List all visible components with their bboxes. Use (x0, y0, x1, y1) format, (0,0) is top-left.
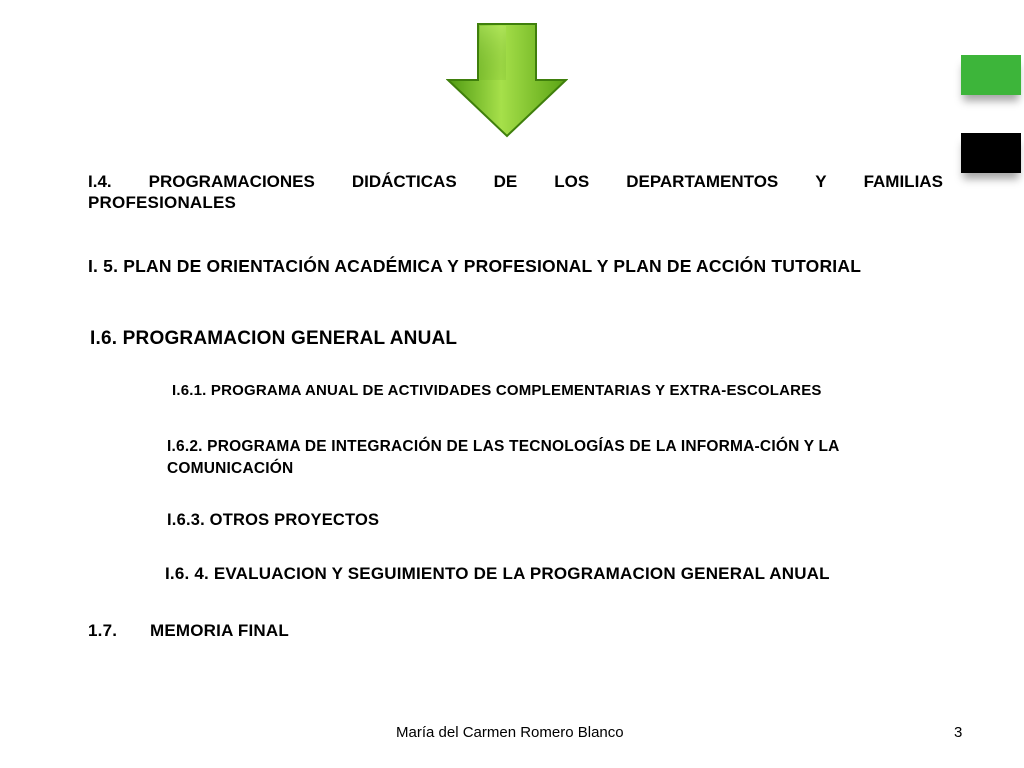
black-square-decoration (961, 133, 1021, 173)
item-i64: I.6. 4. EVALUACION Y SEGUIMIENTO DE LA PROGRAMACION GENERAL ANUAL (165, 564, 830, 583)
item-i4-word: FAMILIAS (863, 172, 943, 191)
item-i4-word: DIDÁCTICAS (351, 172, 457, 191)
item-17-number: 1.7. (88, 621, 118, 640)
item-i4-line1 (88, 172, 943, 192)
item-i4-word: DEPARTAMENTOS (626, 172, 779, 191)
item-i62-line1: I.6.2. PROGRAMA DE INTEGRACIÓN DE LAS TECNOLOGÍAS DE LA INFORMA-CIÓN Y LA (167, 438, 840, 455)
item-i4-line2: PROFESIONALES (88, 193, 237, 212)
item-i4-word: I.4. (88, 172, 112, 191)
down-arrow-icon (446, 22, 568, 138)
item-i62-line2: COMUNICACIÓN (167, 460, 294, 477)
item-i4-word: LOS (554, 172, 590, 191)
item-i61: I.6.1. PROGRAMA ANUAL DE ACTIVIDADES COMPLEMENTARIAS Y EXTRA-ESCOLARES (172, 382, 822, 399)
green-square-decoration (961, 55, 1021, 95)
item-i63: I.6.3. OTROS PROYECTOS (167, 511, 380, 529)
item-i4-word: DE (493, 172, 518, 191)
footer-author: María del Carmen Romero Blanco (396, 724, 624, 741)
item-i5: I. 5. PLAN DE ORIENTACIÓN ACADÉMICA Y PROFESIONAL Y PLAN DE ACCIÓN TUTORIAL (88, 256, 862, 276)
item-i4-word: Y (815, 172, 827, 191)
item-i4-word: PROGRAMACIONES (148, 172, 315, 191)
item-17-label: MEMORIA FINAL (150, 621, 289, 640)
item-i6: I.6. PROGRAMACION GENERAL ANUAL (90, 328, 458, 349)
footer-page-number: 3 (954, 724, 963, 741)
